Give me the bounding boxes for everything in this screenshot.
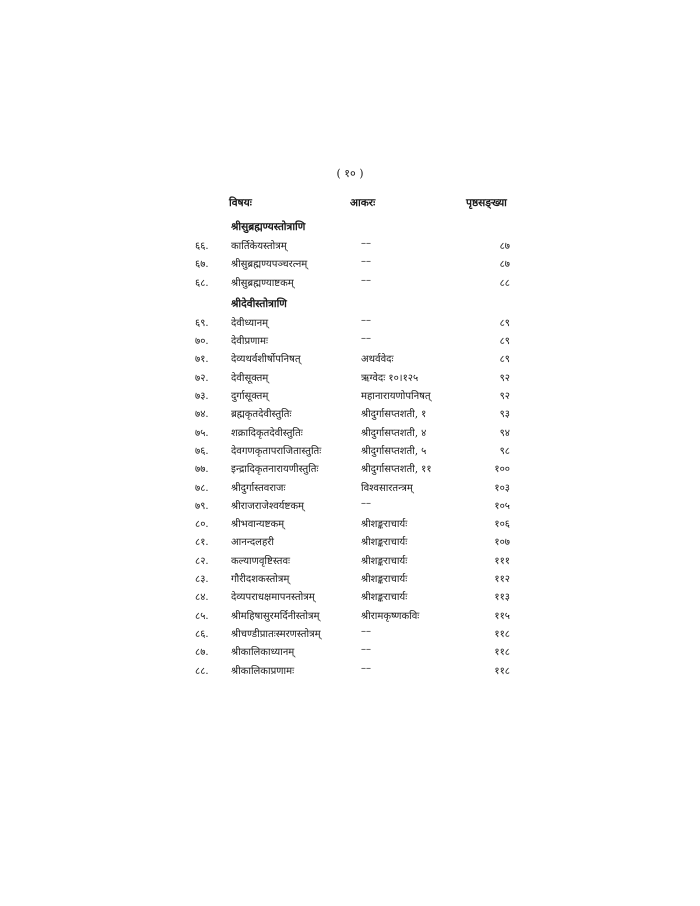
entry-number: ८८. — [195, 665, 209, 677]
toc-row — [0, 551, 700, 569]
entry-title: श्रीकालिकाप्रणामः — [231, 665, 295, 677]
entry-page: ११८ — [494, 647, 510, 659]
entry-number: ७७. — [195, 464, 209, 476]
entry-title: देवीध्यानम् — [231, 317, 269, 329]
entry-page: १०७ — [494, 537, 510, 549]
toc-row — [0, 273, 700, 291]
toc-row — [0, 404, 700, 422]
entry-title: ब्रह्मकृतदेवीस्तुतिः — [231, 409, 292, 421]
entry-source: –– — [361, 662, 371, 674]
entry-title: देव्यथर्वशीर्षोपनिषत् — [231, 354, 301, 366]
entry-number: ८२. — [195, 555, 209, 567]
entry-source: विश्वसारतन्त्रम् — [361, 482, 413, 494]
entry-number: ६९. — [195, 317, 209, 329]
entry-title: श्रीदुर्गास्तवराजः — [231, 482, 286, 494]
header-source: आकरः — [350, 197, 376, 209]
table-header — [0, 196, 700, 212]
entry-number: ७०. — [195, 336, 209, 348]
toc-row — [0, 661, 700, 679]
toc-row — [0, 606, 700, 624]
toc-row — [0, 569, 700, 587]
entry-title: आनन्दलहरी — [231, 537, 274, 549]
header-subject: विषयः — [229, 197, 252, 209]
entry-number: ८१. — [195, 537, 209, 549]
entry-page: ९३ — [499, 409, 510, 421]
entry-page: १०५ — [494, 500, 510, 512]
entry-source: महानारायणोपनिषत् — [361, 391, 431, 403]
section-heading-text: श्रीदेवीस्तोत्राणि — [231, 297, 287, 310]
table-of-contents — [0, 218, 700, 679]
entry-number: ८४. — [195, 592, 209, 604]
entry-title: श्रीमहिषासुरमर्दिनीस्तोत्रम् — [231, 610, 320, 622]
entry-title: शक्रादिकृतदेवीस्तुतिः — [231, 427, 303, 439]
entry-source: –– — [361, 256, 371, 268]
entry-page: ११८ — [494, 628, 510, 640]
entry-source: श्रीदुर्गासप्तशती, ५ — [361, 445, 427, 457]
toc-row — [0, 459, 700, 477]
entry-page: ८९ — [499, 317, 510, 329]
toc-row — [0, 368, 700, 386]
toc-row — [0, 532, 700, 550]
entry-page: ११८ — [494, 665, 510, 677]
entry-title: श्रीभवान्यष्टकम् — [231, 519, 285, 531]
entry-page: ११३ — [494, 592, 510, 604]
entry-source: श्रीशङ्कराचार्यः — [361, 537, 408, 549]
entry-page: ८८ — [499, 277, 510, 289]
entry-page: ११५ — [494, 610, 510, 622]
toc-row — [0, 496, 700, 514]
entry-page: ९२ — [499, 372, 510, 384]
entry-title: कार्तिकेयस्तोत्रम् — [231, 241, 287, 252]
entry-number: ८३. — [195, 574, 209, 586]
entry-page: ८९ — [499, 354, 510, 366]
entry-number: ७८. — [195, 482, 209, 494]
entry-number: ७२. — [195, 372, 209, 384]
entry-title: गौरीदशकस्तोत्रम् — [231, 574, 290, 586]
toc-row — [0, 349, 700, 367]
entry-number: ८६. — [195, 628, 209, 640]
section-heading — [0, 295, 700, 313]
entry-number: ६७. — [195, 259, 209, 271]
toc-row — [0, 441, 700, 459]
entry-title: देवगणकृतापराजितास्तुतिः — [231, 445, 322, 457]
entry-source: श्रीदुर्गासप्तशती, ४ — [361, 427, 427, 439]
toc-row — [0, 423, 700, 441]
entry-page: ८७ — [499, 241, 510, 252]
entry-title: श्रीराजराजेश्वर्यष्टकम् — [231, 500, 304, 512]
entry-source: श्रीशङ्कराचार्यः — [361, 519, 408, 531]
entry-number: ७६. — [195, 445, 209, 457]
toc-row — [0, 642, 700, 660]
entry-number: ७१. — [195, 354, 209, 366]
entry-title: कल्याणवृष्टिस्तवः — [231, 555, 291, 567]
entry-page: ९८ — [499, 445, 510, 457]
entry-source: श्रीदुर्गासप्तशती, ११ — [361, 464, 432, 476]
section-heading-text: श्रीसुब्रह्मण्यस्तोत्राणि — [231, 221, 306, 233]
toc-row — [0, 624, 700, 642]
entry-title: श्रीसुब्रह्मण्यपञ्चरत्नम् — [231, 259, 308, 271]
entry-source: –– — [361, 238, 371, 249]
entry-title: श्रीचण्डीप्रातःस्मरणस्तोत्रम् — [231, 628, 321, 640]
entry-source: –– — [361, 333, 371, 345]
section-heading — [0, 218, 700, 236]
entry-source: ऋग्वेदः १०।१२५ — [361, 372, 419, 384]
entry-page: ८७ — [499, 259, 510, 271]
page-number: ( १० ) — [336, 167, 364, 180]
entry-number: ६८. — [195, 277, 209, 289]
entry-number: ७९. — [195, 500, 209, 512]
entry-source: अथर्ववेदः — [361, 354, 394, 366]
entry-source: –– — [361, 644, 371, 656]
entry-page: १११ — [494, 555, 510, 567]
entry-source: श्रीशङ्कराचार्यः — [361, 592, 408, 604]
entry-source: श्रीशङ्कराचार्यः — [361, 574, 408, 586]
entry-page: ९४ — [499, 427, 510, 439]
entry-page: १०३ — [494, 482, 510, 494]
toc-row — [0, 331, 700, 349]
entry-page: ८९ — [499, 336, 510, 348]
entry-source: –– — [361, 625, 371, 637]
entry-title: देवीसूक्तम् — [231, 372, 269, 384]
entry-number: ८५. — [195, 610, 209, 622]
toc-row — [0, 236, 700, 254]
toc-row — [0, 478, 700, 496]
entry-title: श्रीसुब्रह्मण्याष्टकम् — [231, 277, 294, 289]
entry-number: ६६. — [195, 241, 209, 252]
entry-source: श्रीदुर्गासप्तशती, १ — [361, 409, 427, 421]
entry-source: श्रीरामकृष्णकविः — [361, 610, 420, 622]
entry-number: ८७. — [195, 647, 209, 659]
entry-source: श्रीशङ्कराचार्यः — [361, 555, 408, 567]
entry-title: देव्यपराधक्षमापनस्तोत्रम् — [231, 592, 315, 604]
entry-number: ७३. — [195, 391, 209, 403]
entry-number: ७५. — [195, 427, 209, 439]
toc-row — [0, 386, 700, 404]
header-page: पृष्ठसङ्ख्या — [466, 197, 507, 209]
entry-page: ९२ — [499, 391, 510, 403]
entry-number: ८०. — [195, 519, 209, 531]
entry-page: १०६ — [494, 519, 510, 531]
entry-number: ७४. — [195, 409, 209, 421]
toc-row — [0, 254, 700, 272]
toc-row — [0, 587, 700, 605]
entry-page: ११२ — [494, 574, 510, 586]
entry-title: देवीप्रणामः — [231, 336, 268, 348]
entry-source: –– — [361, 497, 371, 509]
entry-title: श्रीकालिकाध्यानम् — [231, 647, 295, 659]
entry-title: इन्द्रादिकृतनारायणीस्तुतिः — [231, 464, 319, 476]
entry-source: –– — [361, 274, 371, 286]
toc-row — [0, 313, 700, 331]
toc-row — [0, 514, 700, 532]
entry-page: १०० — [494, 464, 510, 476]
entry-source: –– — [361, 314, 371, 326]
entry-title: दुर्गासूक्तम् — [231, 391, 269, 403]
